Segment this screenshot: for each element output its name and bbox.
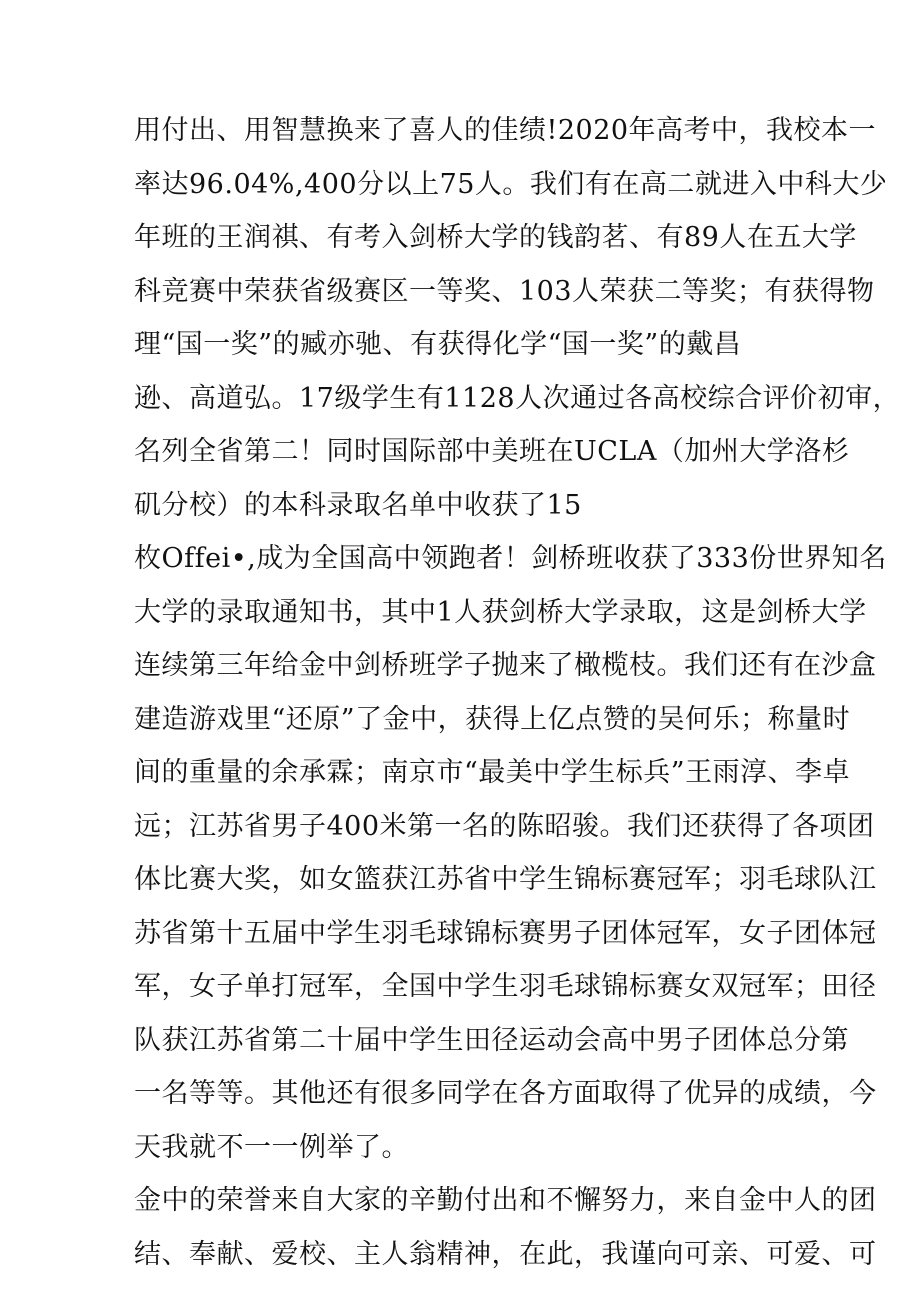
document-body [134,104,901,1281]
text-line: 体比赛大奖，如女篮获江苏省中学生锦标赛冠军；羽毛球队江 [134,864,877,895]
text-line: 金中的荣誉来自大家的辛勤付出和不懈努力，来自金中人的团 [134,1185,877,1216]
text-line: 矶分校）的本科录取名单中收获了15 [134,489,582,521]
text-line: 年班的王润祺、有考入剑桥大学的钱韵茗、有89人在五大学 [134,222,857,253]
text-line: 枚Offei•,成为全国高中领跑者！剑桥班收获了333份世界知名 [134,543,887,574]
text-line: 军，女子单打冠军，全国中学生羽毛球锦标赛女双冠军；田径 [134,971,877,1002]
text-line: 天我就不一一例举了。 [134,1131,409,1163]
text-line: 理“国一奖”的臧亦驰、有获得化学“国一奖”的戴昌 [134,329,742,360]
text-line: 远；江苏省男子400米第一名的陈昭骏。我们还获得了各项团 [134,810,875,842]
text-line: 名列全省第二！同时国际部中美班在UCLA（加州大学洛杉 [134,436,850,467]
text-line: 用付出、用智慧换来了喜人的佳绩!2020年高考中，我校本一 [134,115,877,146]
text-line: 科竞赛中荣获省级赛区一等奖、103人荣获二等奖；有获得物 [134,275,875,307]
text-line: 结、奉献、爱校、主人翁精神，在此，我谨向可亲、可爱、可 [134,1238,877,1270]
text-line: 率达96.04%,400分以上75人。我们有在高二就进入中科大少 [134,168,888,200]
text-line: 大学的录取通知书，其中1人获剑桥大学录取，这是剑桥大学 [134,596,867,628]
text-line: 间的重量的余承霖；南京市“最美中学生标兵”王雨淳、李卓 [134,757,851,788]
text-line: 建造游戏里“还原”了金中，获得上亿点赞的吴何乐；称量时 [134,703,851,735]
text-line: 逊、高道弘。17级学生有1128人次通过各高校综合评价初审， [134,382,901,414]
text-line: 苏省第十五届中学生羽毛球锦标赛男子团体冠军，女子团体冠 [134,917,877,949]
text-line: 连续第三年给金中剑桥班学子抛来了橄榄枝。我们还有在沙盒 [134,650,877,681]
text-line: 队获江苏省第二十届中学生田径运动会高中男子团体总分第 [134,1024,849,1056]
text-line: 一名等等。其他还有很多同学在各方面取得了优异的成绩，今 [134,1078,877,1109]
